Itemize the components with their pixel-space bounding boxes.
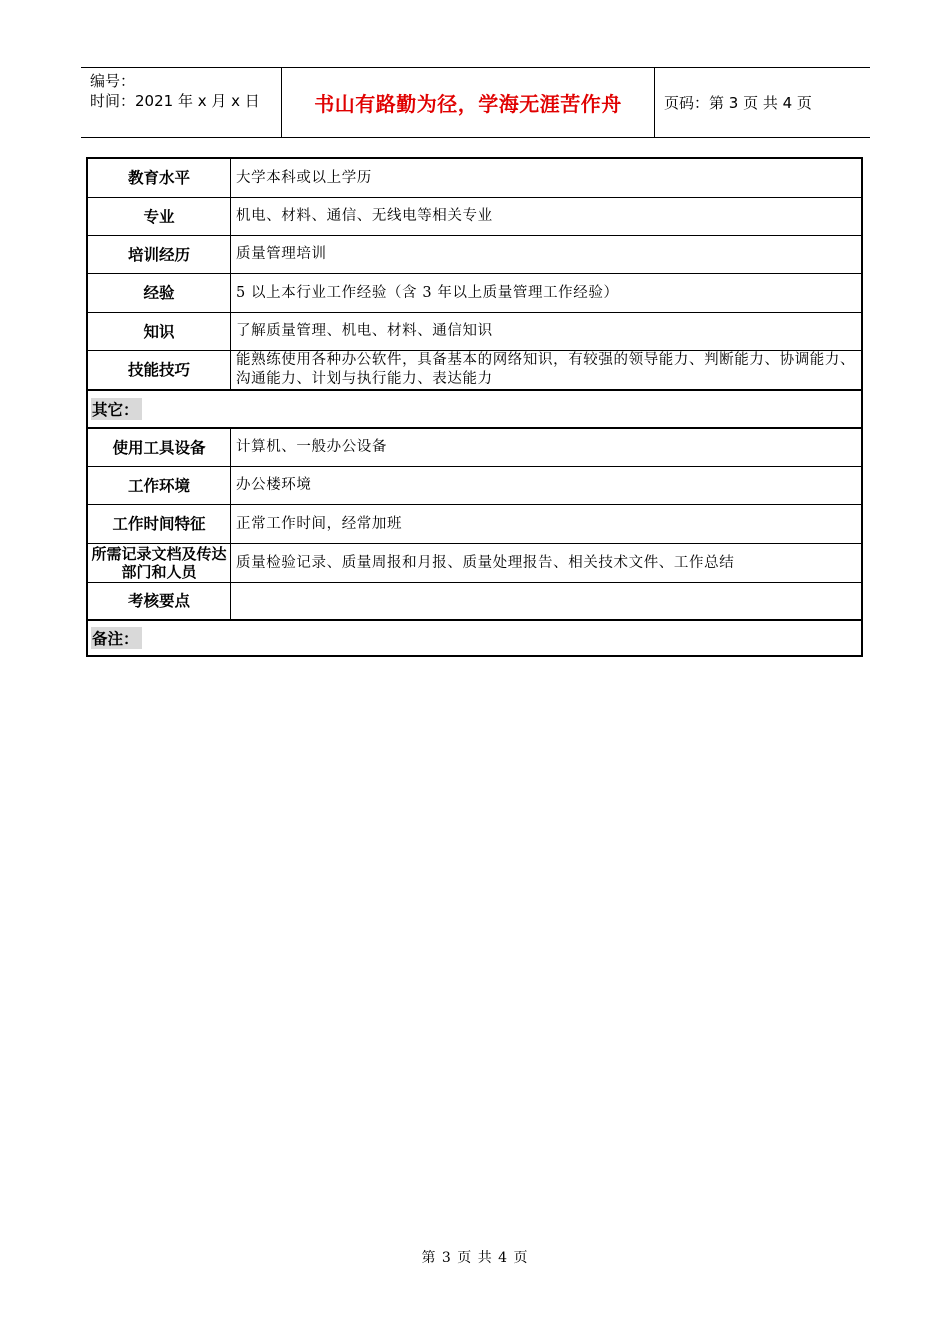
table-row-experience — [88, 274, 861, 313]
row-value: 计算机、一般办公设备 — [236, 439, 387, 455]
header-info-cell — [81, 68, 282, 137]
page-header — [81, 67, 870, 138]
row-label: 知识 — [88, 313, 231, 350]
row-value: 质量管理培训 — [236, 246, 327, 262]
row-label: 培训经历 — [88, 236, 231, 273]
row-label: 技能技巧 — [88, 351, 231, 389]
row-label: 工作环境 — [88, 467, 231, 504]
document-number-label: 编号： — [90, 72, 136, 90]
row-value: 能熟练使用各种办公软件，具备基本的网络知识，有较强的领导能力、判断能力、协调能力、沟通能力、计划与执行能力、表达能力 — [236, 352, 856, 387]
table-row-work-hours — [88, 505, 861, 544]
header-page-number: 页码：第 3 页 共 4 页 — [664, 94, 812, 112]
table-row-education — [88, 159, 861, 198]
section-other — [88, 391, 861, 429]
row-value: 5 以上本行业工作经验（含 3 年以上质量管理工作经验） — [236, 284, 619, 301]
page-footer: 第 3 页 共 4 页 — [421, 1250, 529, 1266]
job-description-table — [86, 157, 863, 657]
table-row-tools — [88, 429, 861, 467]
row-value: 质量检验记录、质量周报和月报、质量处理报告、相关技术文件、工作总结 — [236, 554, 735, 571]
section-remarks-label: 备注： — [91, 627, 142, 649]
table-row-assessment — [88, 583, 861, 621]
row-value: 大学本科或以上学历 — [236, 169, 372, 186]
row-value: 了解质量管理、机电、材料、通信知识 — [236, 323, 493, 339]
row-label: 工作时间特征 — [88, 505, 231, 543]
table-row-major — [88, 198, 861, 236]
row-value — [236, 583, 859, 619]
row-label: 所需记录文档及传达部门和人员 — [88, 544, 231, 582]
row-label: 专业 — [88, 198, 231, 235]
row-label: 经验 — [88, 274, 231, 312]
row-value: 机电、材料、通信、无线电等相关专业 — [236, 208, 493, 224]
row-label: 教育水平 — [88, 159, 231, 197]
table-row-skills — [88, 351, 861, 391]
section-remarks — [88, 621, 861, 655]
table-row-training — [88, 236, 861, 274]
section-other-label: 其它： — [91, 398, 142, 420]
row-label: 使用工具设备 — [88, 429, 231, 466]
document-date-label: 时间：2021 年 x 月 x 日 — [90, 92, 260, 110]
table-row-documents — [88, 544, 861, 583]
header-slogan: 书山有路勤为径，学海无涯苦作舟 — [282, 68, 655, 137]
table-row-environment — [88, 467, 861, 505]
row-value: 正常工作时间，经常加班 — [236, 515, 403, 532]
row-value: 办公楼环境 — [236, 477, 312, 493]
table-row-knowledge — [88, 313, 861, 351]
row-label: 考核要点 — [88, 583, 231, 619]
